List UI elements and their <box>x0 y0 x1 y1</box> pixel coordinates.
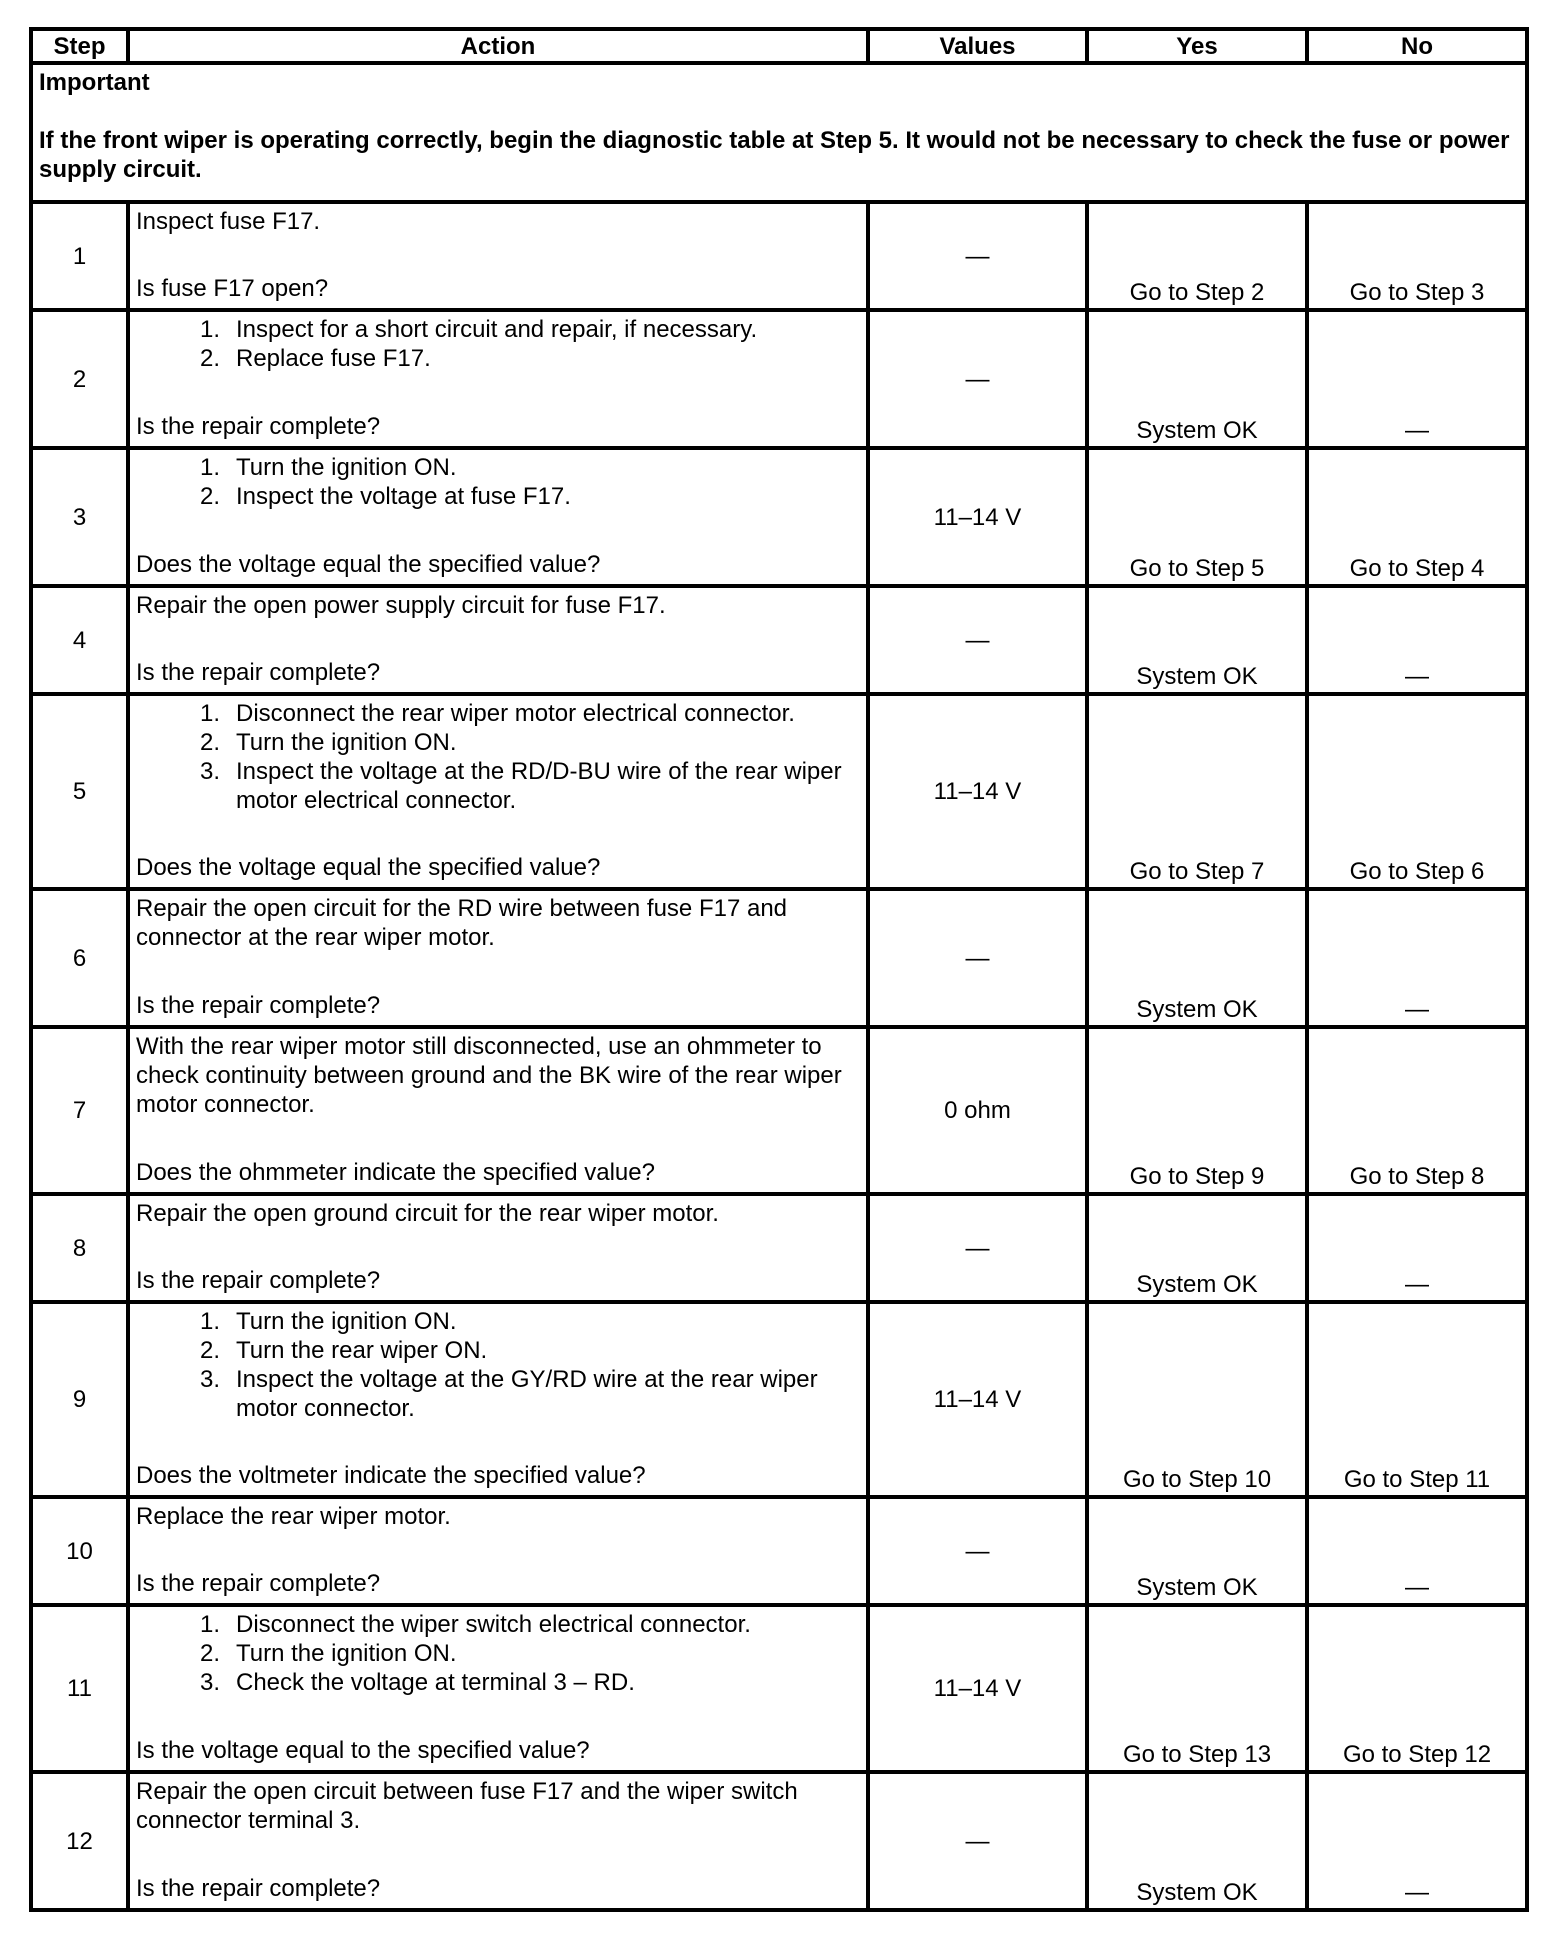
action-step-text: Replace fuse F17. <box>236 345 431 372</box>
action-step-number: 2. <box>199 345 220 372</box>
action-instructions <box>136 1777 860 1835</box>
table-row <box>31 1194 1527 1302</box>
action-step-item <box>136 1610 860 1639</box>
action-content <box>136 1502 860 1598</box>
action-steps-list <box>136 453 860 511</box>
important-row <box>31 63 1527 202</box>
action-content <box>136 894 860 1020</box>
step-number: 6 <box>31 889 128 1027</box>
value-cell: 0 ohm <box>868 1027 1087 1194</box>
value-cell: — <box>868 1497 1087 1605</box>
action-content <box>136 1199 860 1295</box>
table-row <box>31 1497 1527 1605</box>
action-step-text: Turn the ignition ON. <box>236 1640 457 1667</box>
action-instructions <box>136 1199 860 1228</box>
action-instructions <box>136 1032 860 1119</box>
yes-outcome: System OK <box>1087 1772 1307 1910</box>
action-question: Is fuse F17 open? <box>136 275 329 302</box>
action-step-number: 1. <box>199 1611 220 1638</box>
header-row <box>31 29 1527 63</box>
action-step-text: Inspect the voltage at the RD/D-BU wire of the rear wiper motor electrical connector. <box>236 758 842 814</box>
action-cell <box>128 1497 868 1605</box>
step-number: 5 <box>31 694 128 889</box>
important-heading: Important <box>39 69 150 96</box>
no-outcome: — <box>1307 1194 1527 1302</box>
action-step-text: Disconnect the rear wiper motor electrical connector. <box>236 700 795 727</box>
table-row <box>31 1605 1527 1772</box>
header-no: No <box>1307 29 1527 63</box>
action-step-text: Inspect the voltage at fuse F17. <box>236 483 571 510</box>
action-content <box>136 591 860 687</box>
important-note <box>31 63 1527 202</box>
no-outcome: — <box>1307 1497 1527 1605</box>
action-question: Is the repair complete? <box>136 1875 381 1902</box>
action-step-text: Check the voltage at terminal 3 – RD. <box>236 1669 635 1696</box>
action-cell <box>128 1605 868 1772</box>
action-step-item <box>136 1668 860 1697</box>
action-content <box>136 1610 860 1765</box>
action-question: Is the repair complete? <box>136 1570 381 1597</box>
action-step-number: 2. <box>199 1337 220 1364</box>
yes-outcome: System OK <box>1087 586 1307 694</box>
action-content <box>136 315 860 441</box>
action-step-text: Turn the ignition ON. <box>236 454 457 481</box>
action-cell <box>128 889 868 1027</box>
table-row <box>31 448 1527 586</box>
yes-outcome: Go to Step 9 <box>1087 1027 1307 1194</box>
no-outcome: Go to Step 11 <box>1307 1302 1527 1497</box>
action-cell <box>128 1302 868 1497</box>
action-steps-list <box>136 1610 860 1697</box>
action-instructions <box>136 315 860 373</box>
action-intro: Repair the open power supply circuit for fuse F17. <box>136 592 666 619</box>
action-content <box>136 207 860 303</box>
action-steps-list <box>136 315 860 373</box>
no-outcome: Go to Step 4 <box>1307 448 1527 586</box>
action-step-number: 1. <box>199 316 220 343</box>
action-content <box>136 1032 860 1187</box>
step-number: 2 <box>31 310 128 448</box>
action-step-number: 3. <box>199 1669 220 1696</box>
action-step-item <box>136 453 860 482</box>
action-step-number: 3. <box>199 1366 220 1393</box>
action-step-item <box>136 757 860 815</box>
action-step-text: Disconnect the wiper switch electrical connector. <box>236 1611 751 1638</box>
action-question: Is the repair complete? <box>136 659 381 686</box>
action-instructions <box>136 453 860 511</box>
action-question: Is the voltage equal to the specified value? <box>136 1737 590 1764</box>
action-cell <box>128 1027 868 1194</box>
action-cell <box>128 586 868 694</box>
table-row <box>31 586 1527 694</box>
no-outcome: Go to Step 6 <box>1307 694 1527 889</box>
action-cell <box>128 1194 868 1302</box>
yes-outcome: System OK <box>1087 889 1307 1027</box>
value-cell: 11–14 V <box>868 448 1087 586</box>
action-question: Is the repair complete? <box>136 992 381 1019</box>
action-step-number: 1. <box>199 700 220 727</box>
action-cell <box>128 310 868 448</box>
no-outcome: Go to Step 3 <box>1307 202 1527 310</box>
action-step-item <box>136 1307 860 1336</box>
important-text: If the front wiper is operating correctly, begin the diagnostic table at Step 5. It would not be necessary to check the fuse or power supply circuit. <box>39 127 1510 183</box>
action-content <box>136 1777 860 1903</box>
action-cell <box>128 448 868 586</box>
action-step-item <box>136 728 860 757</box>
action-intro: Repair the open ground circuit for the rear wiper motor. <box>136 1200 719 1227</box>
action-step-number: 1. <box>199 1308 220 1335</box>
yes-outcome: Go to Step 13 <box>1087 1605 1307 1772</box>
header-yes: Yes <box>1087 29 1307 63</box>
action-instructions <box>136 1610 860 1697</box>
value-cell: — <box>868 889 1087 1027</box>
action-step-number: 2. <box>199 483 220 510</box>
action-step-item <box>136 315 860 344</box>
table-row <box>31 202 1527 310</box>
yes-outcome: System OK <box>1087 1194 1307 1302</box>
step-number: 11 <box>31 1605 128 1772</box>
table-row <box>31 1302 1527 1497</box>
yes-outcome: Go to Step 2 <box>1087 202 1307 310</box>
action-question: Is the repair complete? <box>136 413 381 440</box>
step-number: 3 <box>31 448 128 586</box>
action-content <box>136 453 860 579</box>
step-number: 9 <box>31 1302 128 1497</box>
yes-outcome: Go to Step 5 <box>1087 448 1307 586</box>
action-step-text: Inspect for a short circuit and repair, if necessary. <box>236 316 758 343</box>
table-row <box>31 889 1527 1027</box>
diagnostic-table <box>29 27 1529 1912</box>
step-number: 4 <box>31 586 128 694</box>
table-row <box>31 310 1527 448</box>
action-step-text: Turn the ignition ON. <box>236 729 457 756</box>
no-outcome: — <box>1307 889 1527 1027</box>
action-content <box>136 1307 860 1490</box>
action-step-item <box>136 344 860 373</box>
value-cell: — <box>868 1772 1087 1910</box>
action-question: Is the repair complete? <box>136 1267 381 1294</box>
step-number: 1 <box>31 202 128 310</box>
action-step-number: 2. <box>199 1640 220 1667</box>
value-cell: 11–14 V <box>868 1302 1087 1497</box>
action-steps-list <box>136 1307 860 1423</box>
action-step-text: Turn the rear wiper ON. <box>236 1337 488 1364</box>
step-number: 12 <box>31 1772 128 1910</box>
header-action: Action <box>128 29 868 63</box>
yes-outcome: System OK <box>1087 310 1307 448</box>
action-instructions <box>136 591 860 620</box>
action-instructions <box>136 1307 860 1423</box>
action-step-number: 3. <box>199 758 220 785</box>
no-outcome: — <box>1307 1772 1527 1910</box>
action-step-item <box>136 1639 860 1668</box>
action-intro: Repair the open circuit between fuse F17 and the wiper switch connector terminal 3. <box>136 1778 798 1834</box>
step-number: 10 <box>31 1497 128 1605</box>
no-outcome: Go to Step 12 <box>1307 1605 1527 1772</box>
action-cell <box>128 694 868 889</box>
value-cell: — <box>868 1194 1087 1302</box>
header-values: Values <box>868 29 1087 63</box>
action-intro: Repair the open circuit for the RD wire between fuse F17 and connector at the rear wiper motor. <box>136 895 788 951</box>
action-instructions <box>136 207 860 236</box>
action-steps-list <box>136 699 860 815</box>
header-step: Step <box>31 29 128 63</box>
action-step-item <box>136 699 860 728</box>
action-instructions <box>136 1502 860 1531</box>
no-outcome: — <box>1307 586 1527 694</box>
value-cell: — <box>868 586 1087 694</box>
yes-outcome: Go to Step 10 <box>1087 1302 1307 1497</box>
action-step-number: 2. <box>199 729 220 756</box>
action-step-item <box>136 482 860 511</box>
action-question: Does the voltage equal the specified value? <box>136 854 601 881</box>
action-step-item <box>136 1365 860 1423</box>
action-cell <box>128 202 868 310</box>
yes-outcome: System OK <box>1087 1497 1307 1605</box>
value-cell: — <box>868 202 1087 310</box>
action-instructions <box>136 894 860 952</box>
action-intro: Inspect fuse F17. <box>136 208 321 235</box>
value-cell: 11–14 V <box>868 1605 1087 1772</box>
no-outcome: — <box>1307 310 1527 448</box>
step-number: 7 <box>31 1027 128 1194</box>
yes-outcome: Go to Step 7 <box>1087 694 1307 889</box>
action-question: Does the voltmeter indicate the specified value? <box>136 1462 646 1489</box>
action-content <box>136 699 860 882</box>
table-row <box>31 1772 1527 1910</box>
action-instructions <box>136 699 860 815</box>
table-row <box>31 1027 1527 1194</box>
action-intro: With the rear wiper motor still disconnected, use an ohmmeter to check continuity between ground and the BK wire of the rear wiper motor connector. <box>136 1033 842 1118</box>
action-question: Does the voltage equal the specified value? <box>136 551 601 578</box>
action-question: Does the ohmmeter indicate the specified value? <box>136 1159 655 1186</box>
value-cell: 11–14 V <box>868 694 1087 889</box>
action-step-item <box>136 1336 860 1365</box>
action-step-text: Inspect the voltage at the GY/RD wire at the rear wiper motor connector. <box>236 1366 818 1422</box>
step-number: 8 <box>31 1194 128 1302</box>
table-row <box>31 694 1527 889</box>
action-cell <box>128 1772 868 1910</box>
value-cell: — <box>868 310 1087 448</box>
action-step-number: 1. <box>199 454 220 481</box>
action-step-text: Turn the ignition ON. <box>236 1308 457 1335</box>
action-intro: Replace the rear wiper motor. <box>136 1503 451 1530</box>
no-outcome: Go to Step 8 <box>1307 1027 1527 1194</box>
